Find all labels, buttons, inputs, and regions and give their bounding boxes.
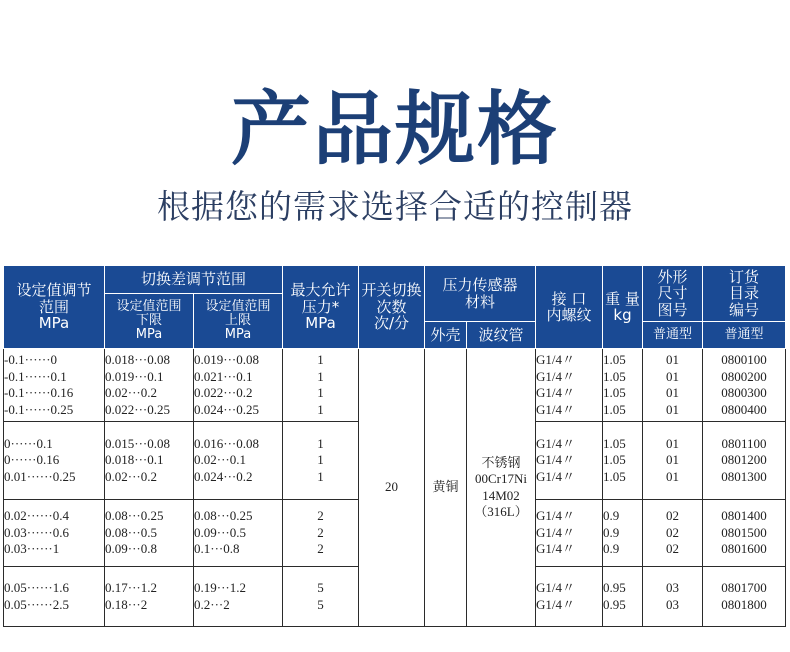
- connection-cell-line: G1/4〃: [536, 508, 576, 524]
- outline-cell-line: 01: [666, 468, 680, 484]
- header-sensor-material: 压力传感器 材料: [425, 266, 536, 322]
- header-connection: 接 口 内螺纹: [536, 266, 603, 349]
- outline-cell: [643, 422, 703, 500]
- page-subtitle: 根据您的需求选择合适的控制器: [157, 187, 633, 226]
- diff-upper-cell-line: 0.09···0.5: [194, 524, 246, 540]
- header-diff-range: 切换差调节范围: [105, 266, 283, 294]
- order-number-cell: [703, 500, 786, 567]
- weight-cell: [603, 422, 643, 500]
- max-pressure-cell-line: 1: [317, 385, 324, 400]
- order-number-cell-line: 0800100: [721, 352, 767, 367]
- diff-lower-cell-line: 0.019···0.1: [105, 368, 164, 384]
- diff-upper-cell-line: 0.1···0.8: [194, 541, 240, 557]
- max-pressure-cell-line: 5: [317, 580, 324, 595]
- connection-cell: [536, 422, 603, 500]
- table-row: [4, 349, 786, 422]
- setting-range-cell-line: -0.1······0: [4, 352, 58, 367]
- outline-cell: [643, 567, 703, 627]
- diff-upper-cell-line: 0.016···0.08: [194, 435, 259, 451]
- connection-cell-line: G1/4〃: [536, 435, 576, 451]
- outline-cell: [643, 349, 703, 422]
- diff-lower-cell-line: 0.08···0.5: [105, 524, 157, 540]
- spec-table: [3, 265, 786, 627]
- weight-cell-line: 0.95: [603, 580, 626, 595]
- max-pressure-cell-line: 1: [317, 452, 324, 468]
- diff-lower-cell: [105, 349, 194, 422]
- outline-cell-line: 02: [666, 541, 680, 557]
- diff-upper-cell-line: 0.024···0.2: [194, 468, 253, 484]
- setting-range-cell-line: 0.05······2.5: [4, 596, 69, 612]
- header-housing: 外壳: [425, 322, 467, 349]
- diff-upper-cell-line: 0.022···0.2: [194, 385, 253, 400]
- diff-upper-cell-line: 0.021···0.1: [194, 368, 253, 384]
- setting-range-cell-line: 0.02······0.4: [4, 508, 69, 524]
- header-switch-freq: 开关切换 次数 次/分: [359, 266, 425, 349]
- order-number-cell: [703, 567, 786, 627]
- header-weight: 重 量 kg: [603, 266, 643, 349]
- diff-upper-cell: [194, 500, 283, 567]
- weight-cell-line: 0.9: [603, 524, 620, 540]
- diff-upper-cell-line: 0.024···0.25: [194, 401, 259, 417]
- diff-lower-cell-line: 0.02···0.2: [105, 385, 157, 400]
- order-number-cell-line: 0801400: [721, 508, 767, 524]
- weight-cell-line: 1.05: [603, 352, 626, 367]
- order-number-cell-line: 0801200: [721, 452, 767, 468]
- setting-range-cell: [4, 422, 105, 500]
- setting-range-cell-line: 0.01······0.25: [4, 468, 76, 484]
- order-number-cell: [703, 422, 786, 500]
- diff-lower-cell-line: 0.018···0.08: [105, 352, 170, 367]
- diff-upper-cell-line: 0.08···0.25: [194, 508, 253, 524]
- connection-cell-line: G1/4〃: [536, 596, 576, 612]
- setting-range-cell: [4, 500, 105, 567]
- weight-cell-line: 0.9: [603, 541, 620, 557]
- order-number-cell-line: 0801600: [721, 541, 767, 557]
- diff-lower-cell-line: 0.18···2: [105, 596, 148, 612]
- header-order: 订货 目录 编号: [703, 266, 786, 322]
- setting-range-cell: [4, 567, 105, 627]
- bellows-material-cell-line: （316L）: [474, 504, 528, 519]
- max-pressure-cell-line: 5: [317, 596, 324, 612]
- order-number-cell-line: 0801300: [721, 468, 767, 484]
- order-number-cell: [703, 349, 786, 422]
- order-number-cell-line: 0801100: [721, 435, 767, 451]
- outline-cell-line: 01: [666, 352, 680, 367]
- diff-upper-cell-line: 0.02···0.1: [194, 452, 246, 468]
- page-title: 产品规格: [231, 83, 559, 176]
- setting-range-cell-line: 0.05······1.6: [4, 580, 69, 595]
- diff-lower-cell: [105, 500, 194, 567]
- weight-cell-line: 0.9: [603, 508, 620, 524]
- bellows-material-cell-line: 不锈钢: [481, 454, 521, 470]
- connection-cell-line: G1/4〃: [536, 524, 576, 540]
- connection-cell-line: G1/4〃: [536, 401, 576, 417]
- setting-range-cell-line: 0······0.16: [4, 452, 60, 468]
- setting-range-cell: [4, 349, 105, 422]
- outline-cell-line: 02: [666, 524, 680, 540]
- header-order-sub: 普通型: [703, 322, 786, 349]
- outline-cell-line: 01: [666, 401, 680, 417]
- setting-range-cell-line: -0.1······0.25: [4, 401, 74, 417]
- max-pressure-cell-line: 2: [317, 508, 324, 524]
- weight-cell: [603, 500, 643, 567]
- max-pressure-cell-line: 2: [317, 524, 324, 540]
- outline-cell-line: 01: [666, 368, 680, 384]
- diff-lower-cell-line: 0.02···0.2: [105, 468, 157, 484]
- max-pressure-cell-line: 2: [317, 541, 324, 557]
- weight-cell-line: 1.05: [603, 401, 626, 417]
- diff-lower-cell-line: 0.015···0.08: [105, 435, 170, 451]
- setting-range-cell-line: 0······0.1: [4, 435, 53, 451]
- outline-cell-line: 01: [666, 452, 680, 468]
- switch-freq-cell: 20: [359, 349, 425, 627]
- connection-cell-line: G1/4〃: [536, 580, 576, 595]
- diff-lower-cell-line: 0.17···1.2: [105, 580, 157, 595]
- order-number-cell-line: 0801500: [721, 524, 767, 540]
- diff-lower-cell: [105, 422, 194, 500]
- outline-cell-line: 02: [666, 508, 680, 524]
- diff-lower-cell-line: 0.09···0.8: [105, 541, 157, 557]
- outline-cell-line: 03: [666, 580, 680, 595]
- outline-cell-line: 01: [666, 435, 680, 451]
- max-pressure-cell: [283, 567, 359, 627]
- diff-upper-cell: [194, 349, 283, 422]
- order-number-cell-line: 0801800: [721, 596, 767, 612]
- outline-cell-line: 01: [666, 385, 680, 400]
- weight-cell: [603, 567, 643, 627]
- diff-lower-cell-line: 0.018···0.1: [105, 452, 164, 468]
- diff-lower-cell-line: 0.022···0.25: [105, 401, 170, 417]
- diff-lower-cell-line: 0.08···0.25: [105, 508, 164, 524]
- setting-range-cell-line: 0.03······0.6: [4, 524, 69, 540]
- order-number-cell-line: 0801700: [721, 580, 767, 595]
- weight-cell-line: 0.95: [603, 596, 626, 612]
- connection-cell-line: G1/4〃: [536, 541, 576, 557]
- order-number-cell-line: 0800400: [721, 401, 767, 417]
- connection-cell: [536, 567, 603, 627]
- max-pressure-cell: [283, 349, 359, 422]
- diff-upper-cell: [194, 567, 283, 627]
- bellows-material-cell-line: 00Cr17Ni: [475, 471, 528, 486]
- connection-cell-line: G1/4〃: [536, 452, 576, 468]
- diff-upper-cell-line: 0.19···1.2: [194, 580, 246, 595]
- connection-cell-line: G1/4〃: [536, 352, 576, 367]
- outline-cell: [643, 500, 703, 567]
- diff-upper-cell-line: 0.019···0.08: [194, 352, 259, 367]
- bellows-material-cell-line: 14M02: [482, 487, 520, 503]
- weight-cell-line: 1.05: [603, 368, 626, 384]
- bellows-material-cell: [467, 349, 536, 627]
- header-outline-sub: 普通型: [643, 322, 703, 349]
- connection-cell-line: G1/4〃: [536, 385, 576, 400]
- connection-cell: [536, 349, 603, 422]
- diff-upper-cell-line: 0.2···2: [194, 596, 230, 612]
- weight-cell-line: 1.05: [603, 452, 626, 468]
- weight-cell: [603, 349, 643, 422]
- max-pressure-cell: [283, 500, 359, 567]
- max-pressure-cell-line: 1: [317, 368, 324, 384]
- connection-cell-line: G1/4〃: [536, 468, 576, 484]
- connection-cell-line: G1/4〃: [536, 368, 576, 384]
- housing-material-cell: 黄铜: [425, 349, 467, 627]
- max-pressure-cell-line: 1: [317, 401, 324, 417]
- order-number-cell-line: 0800300: [721, 385, 767, 400]
- weight-cell-line: 1.05: [603, 435, 626, 451]
- setting-range-cell-line: -0.1······0.16: [4, 385, 74, 400]
- header-diff-lower: 设定值范围 下限 MPa: [105, 294, 194, 349]
- connection-cell: [536, 500, 603, 567]
- weight-cell-line: 1.05: [603, 468, 626, 484]
- weight-cell-line: 1.05: [603, 385, 626, 400]
- outline-cell-line: 03: [666, 596, 680, 612]
- header-max-pressure: 最大允许 压力* MPa: [283, 266, 359, 349]
- header-bellows: 波纹管: [467, 322, 536, 349]
- max-pressure-cell-line: 1: [317, 435, 324, 451]
- diff-lower-cell: [105, 567, 194, 627]
- diff-upper-cell: [194, 422, 283, 500]
- order-number-cell-line: 0800200: [721, 368, 767, 384]
- setting-range-cell-line: -0.1······0.1: [4, 368, 67, 384]
- max-pressure-cell: [283, 422, 359, 500]
- setting-range-cell-line: 0.03······1: [4, 541, 60, 557]
- max-pressure-cell-line: 1: [317, 468, 324, 484]
- header-diff-upper: 设定值范围 上限 MPa: [194, 294, 283, 349]
- header-outline: 外形 尺寸 图号: [643, 266, 703, 322]
- max-pressure-cell-line: 1: [317, 352, 324, 367]
- header-setting-range: 设定值调节 范围 MPa: [4, 266, 105, 349]
